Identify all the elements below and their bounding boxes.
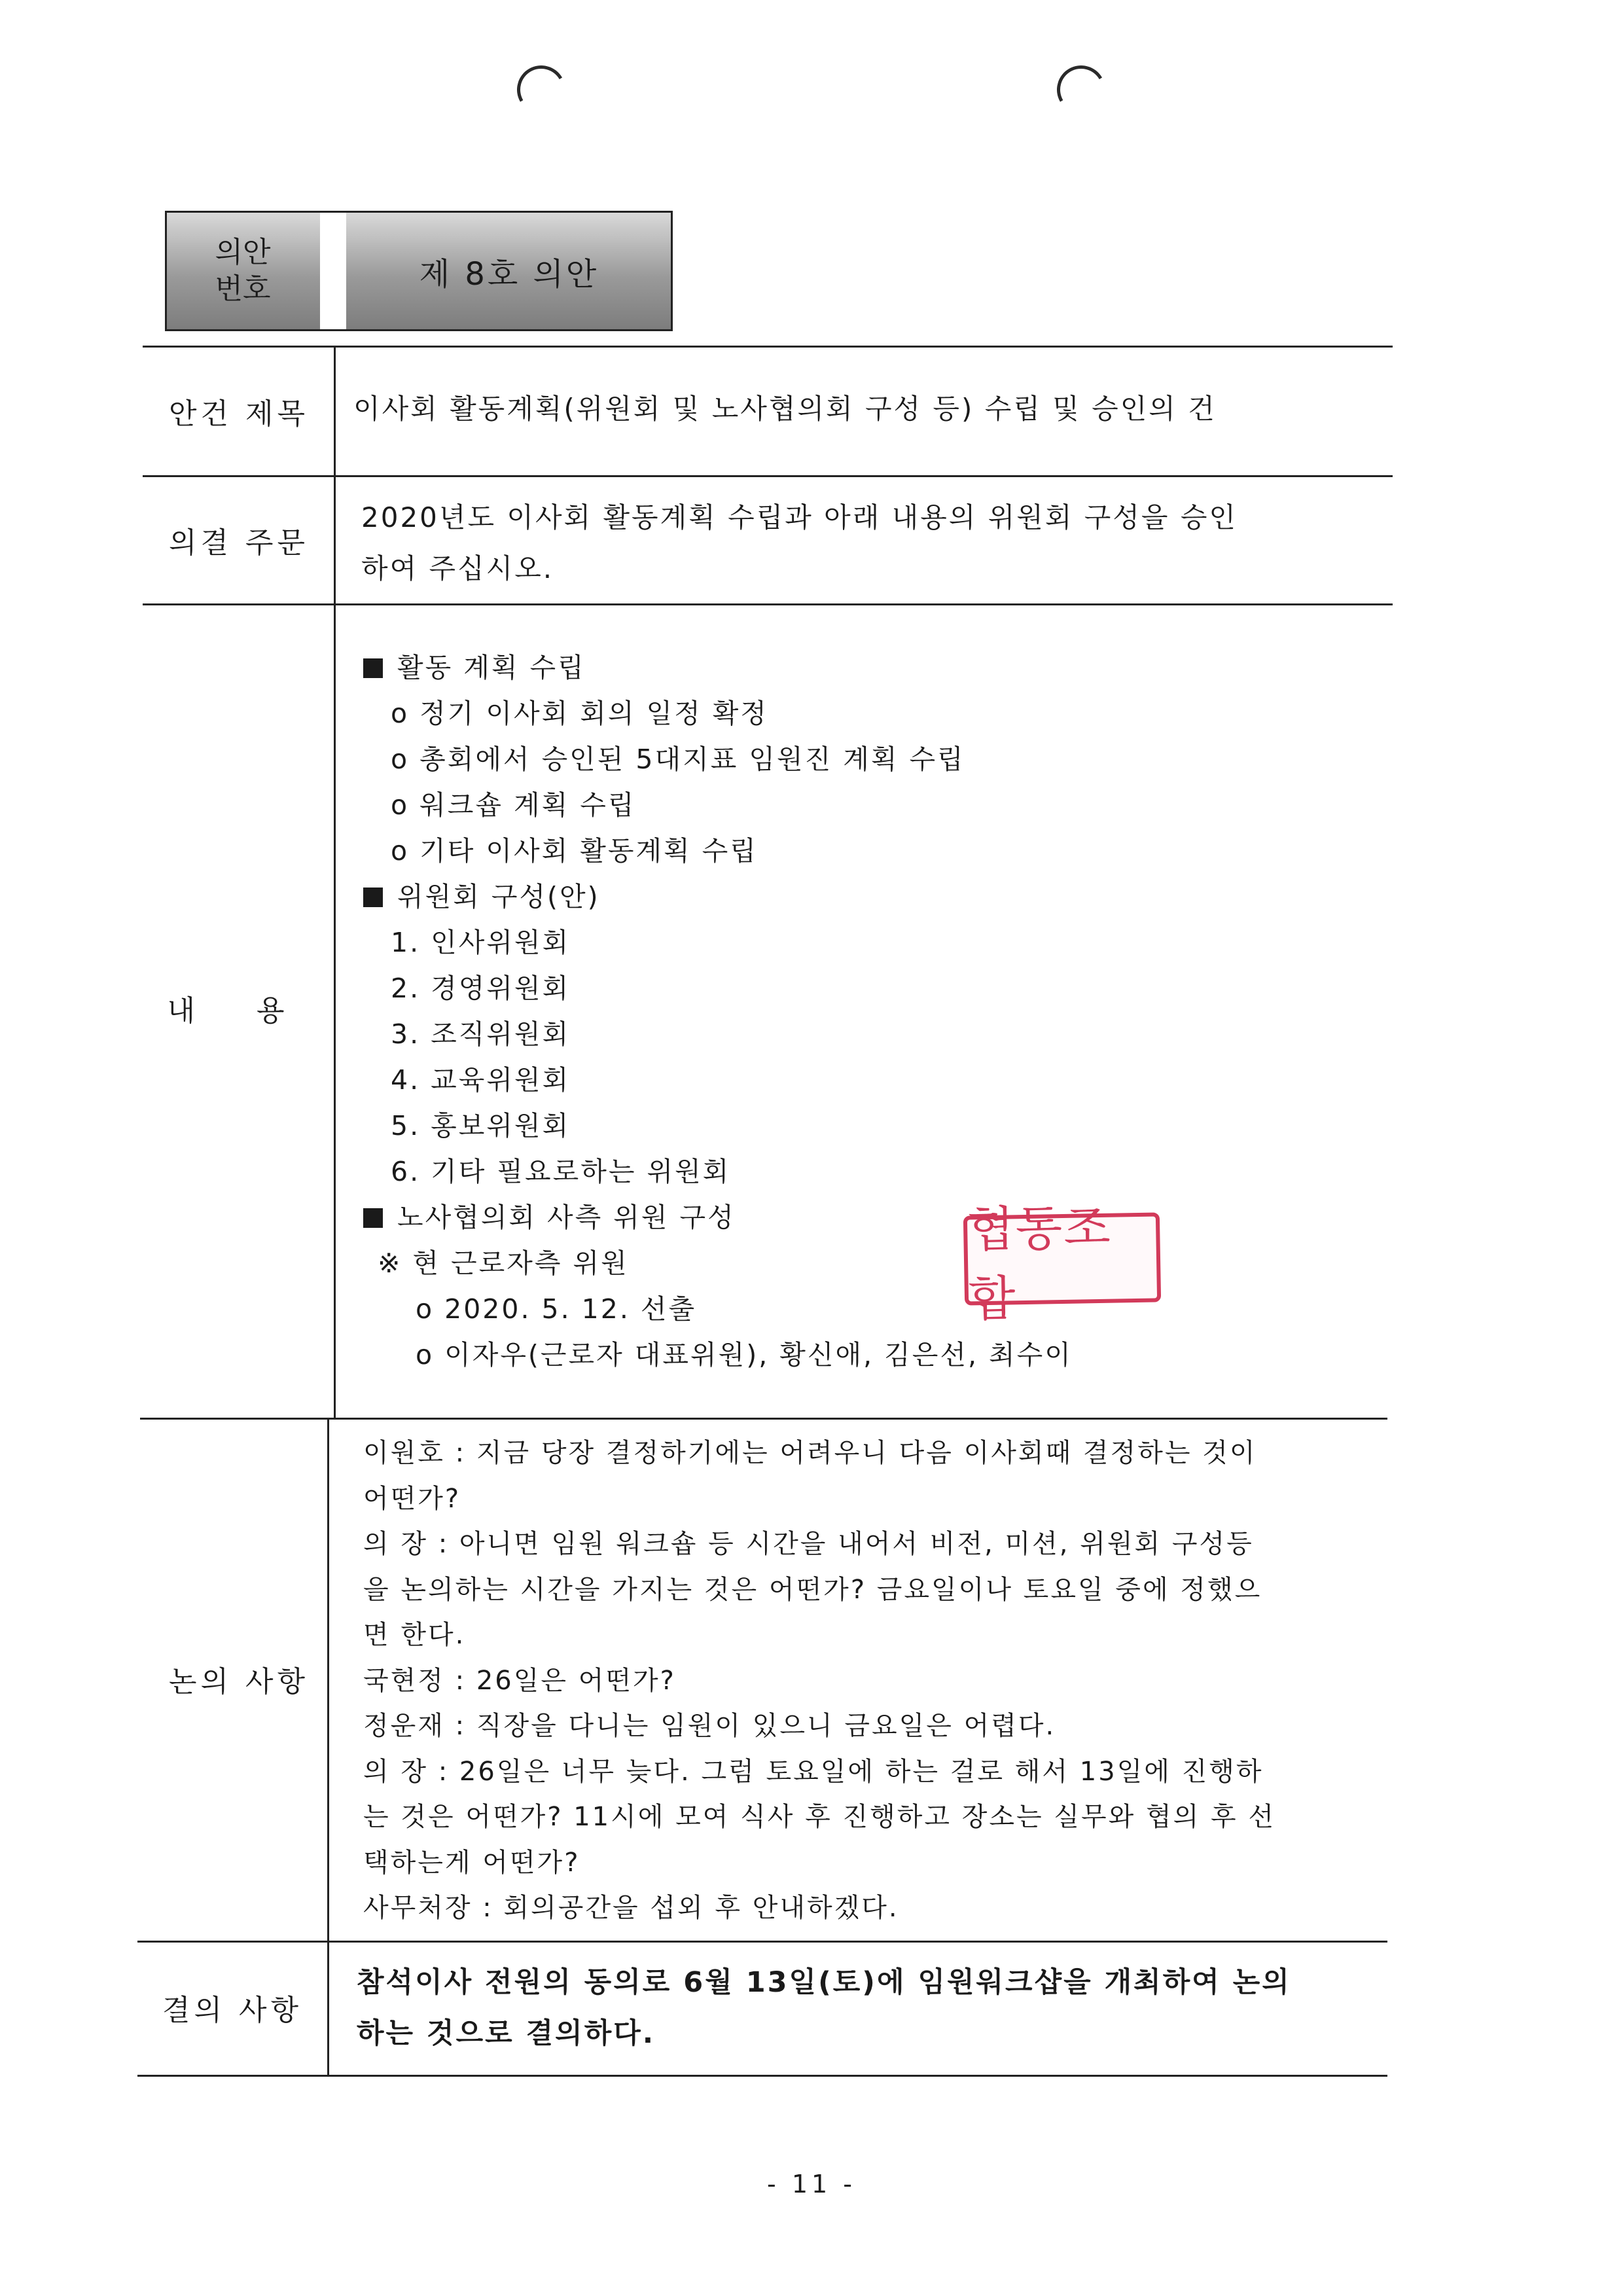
section-heading: 활동 계획 수립: [363, 645, 1073, 691]
decision-text: 참석이사 전원의 동의로 6월 13일(토)에 임원워크샵을 개최하여 논의 하는 것으로 결의하다.: [357, 1966, 1291, 2050]
list-item: o 이자우(근로자 대표위원), 황신애, 김은선, 최수이: [416, 1339, 1073, 1371]
list-item: o 워크숍 계획 수립: [391, 789, 636, 821]
discussion-label: 논의 사항: [168, 1665, 309, 1698]
section-heading: 위원회 구성(안): [363, 874, 1073, 920]
resolution-order-text: 2020년도 이사회 활동계획 수립과 아래 내용의 위원회 구성을 승인 하여 주십시오.: [361, 501, 1238, 584]
section-heading: 노사협의회 사측 위원 구성: [363, 1194, 1073, 1240]
table-line: [143, 475, 1393, 477]
title-label: 안건 제목: [168, 397, 309, 431]
content-label: 내 용: [167, 994, 311, 1028]
square-bullet-icon: [363, 888, 383, 907]
page-number: - 11 -: [767, 2170, 856, 2198]
seal-stamp: 협동조합: [963, 1212, 1161, 1305]
note: ※ 현 근로자측 위원: [378, 1247, 629, 1279]
table-line: [143, 346, 1393, 348]
decision-label: 결의 사항: [162, 1994, 302, 2027]
list-item: 3. 조직위원회: [391, 1018, 571, 1050]
bill-number-label: 의안 번호: [215, 236, 271, 306]
resolution-order-label: 의결 주문: [168, 526, 309, 560]
list-item: o 기타 이사회 활동계획 수립: [391, 835, 758, 867]
table-column-divider: [334, 346, 336, 1419]
list-item: 5. 홍보위원회: [391, 1110, 571, 1141]
bill-number-box: [165, 211, 673, 331]
bill-number: 제 8호 의안: [419, 255, 599, 293]
list-item: o 정기 이사회 회의 일정 확정: [391, 698, 768, 729]
list-item: 2. 경영위원회: [391, 973, 571, 1004]
list-item: o 2020. 5. 12. 선출: [416, 1293, 697, 1325]
discussion-body: 이원호 : 지금 당장 결정하기에는 어려우니 다음 이사회때 결정하는 것이 어떤가? 의 장 : 아니면 임원 워크숍 등 시간을 내어서 비전, 미션, 위원회 구성등 을 논의하는 시간을 가지는 것은 어떤가? 금요일이나 토요일 중에 정했으 면 한다. 국현정 : 26일은 어떤가? 정운재 : 직장을 다니는 임원이 있으니 금요일은 어렵다. 의 장 : 26일은 너무 늦다. 그럼 토요일에 하는 걸로 해서 13일에 진행하 는 것은 어떤가? 11시에 모여 식사 후 진행하고 장소는 실무와 협의 후 선 택하는게 어떤가? 사무처장 : 회의공간을 섭외 후 안내하겠다.: [363, 1438, 1275, 1923]
agenda-title: 이사회 활동계획(위원회 및 노사협의회 구성 등) 수립 및 승인의 건: [353, 393, 1217, 425]
list-item: 6. 기타 필요로하는 위원회: [391, 1156, 731, 1187]
binder-hole-right: [1052, 60, 1111, 120]
square-bullet-icon: [363, 1208, 383, 1228]
list-item: 4. 교육위원회: [391, 1064, 571, 1096]
binder-hole-left: [512, 60, 571, 120]
table-column-divider: [327, 1418, 329, 2076]
table-line: [137, 1941, 1387, 1943]
square-bullet-icon: [363, 658, 383, 678]
table-line: [137, 2075, 1387, 2077]
table-line: [143, 603, 1393, 605]
list-item: 1. 인사위원회: [391, 927, 571, 958]
list-item: o 총회에서 승인된 5대지표 임원진 계획 수립: [391, 744, 965, 775]
